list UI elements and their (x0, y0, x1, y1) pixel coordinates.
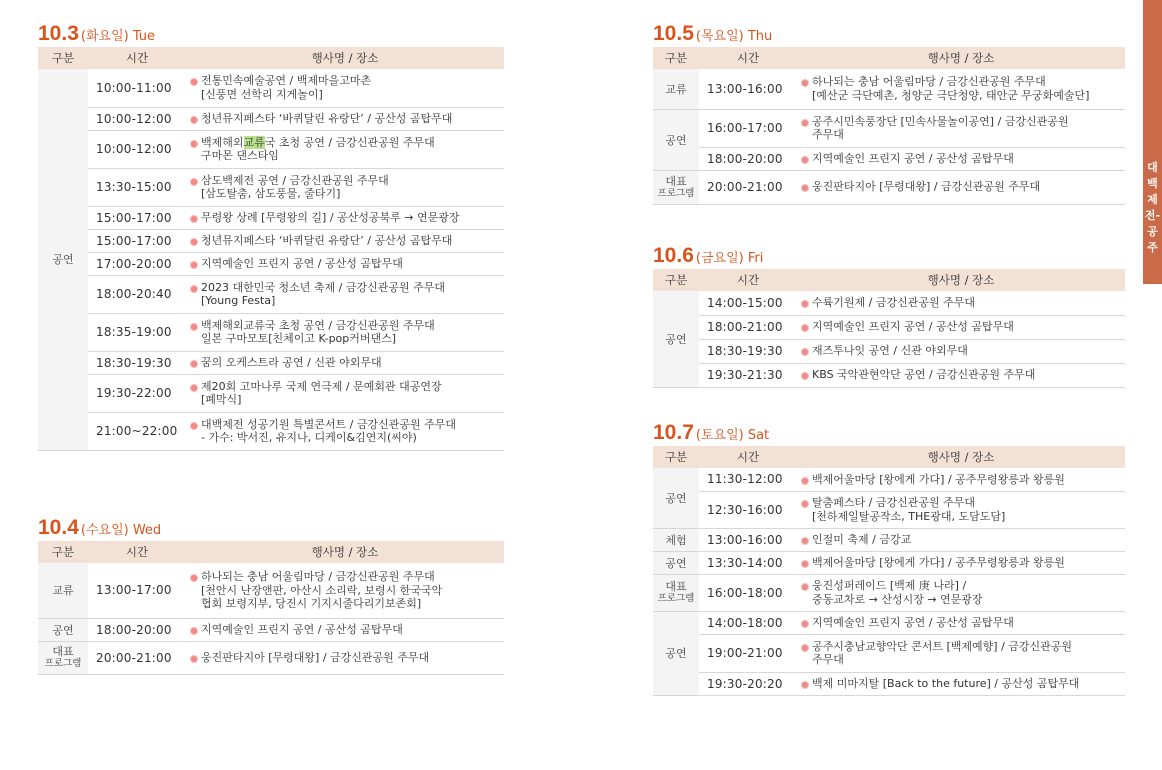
bullet-dot-icon (190, 238, 198, 246)
event-text: 공주시민속풍장단 [민속사물놀이공연] / 금강신관공원 주무대 (812, 114, 1069, 141)
event-text: 하나되는 충남 어울림마당 / 금강신관공원 주무대 [천안시 난장앤판, 아산시 소리락, 보령시 한국국악 협회 보령지부, 당진시 기지시줄다리기보존회] (201, 570, 443, 610)
category-cell: 체험 (653, 528, 699, 551)
table-row (38, 618, 504, 641)
time-cell: 13:30-14:00 (699, 551, 797, 574)
schedule-table (38, 47, 504, 451)
table-row (653, 491, 1125, 528)
bullet-dot-icon (190, 116, 198, 124)
header-category: 구분 (653, 47, 699, 69)
event-cell (186, 641, 504, 674)
event-text: 웅진성퍼레이드 [백제 庚 나라] / 중동교차로 → 산성시장 → 연문광장 (812, 579, 983, 606)
header-category: 구분 (653, 446, 699, 468)
table-row (38, 206, 504, 229)
bullet-dot-icon (801, 372, 809, 380)
event-cell (797, 634, 1125, 672)
table-row (38, 229, 504, 252)
time-cell: 18:00-20:00 (88, 618, 186, 641)
event-cell (186, 563, 504, 618)
day-section-10-7 (653, 422, 1125, 696)
bullet-dot-icon (190, 78, 198, 86)
day-title (653, 23, 1125, 45)
event-cell (797, 147, 1125, 170)
table-row (38, 374, 504, 412)
table-row (38, 412, 504, 450)
category-cell: 교류 (38, 563, 88, 618)
category-cell: 공연 (38, 618, 88, 641)
time-cell: 13:00-16:00 (699, 528, 797, 551)
category-cell: 공연 (653, 109, 699, 170)
event-cell (186, 107, 504, 130)
event-text: 백제어울마당 [왕에게 가다] / 공주무령왕릉과 왕릉원 (812, 472, 1065, 486)
day-title (653, 422, 1125, 444)
bullet-dot-icon (801, 300, 809, 308)
event-cell (797, 611, 1125, 634)
table-row (653, 468, 1125, 491)
category-cell: 교류 (653, 69, 699, 109)
time-cell: 19:00-21:00 (699, 634, 797, 672)
event-cell (797, 170, 1125, 204)
category-cell (38, 641, 88, 674)
time-cell: 18:30-19:30 (699, 339, 797, 363)
bullet-dot-icon (801, 560, 809, 568)
day-section-10-5 (653, 23, 1125, 205)
time-cell: 13:00-16:00 (699, 69, 797, 109)
side-tab[interactable] (1143, 0, 1162, 284)
table-row (38, 275, 504, 313)
day-number: 10.4 (38, 516, 79, 539)
time-cell: 19:30-21:30 (699, 363, 797, 387)
bullet-dot-icon (190, 178, 198, 186)
event-cell (186, 412, 504, 450)
event-text: 청년뮤지페스타 ‘바퀴달린 유랑단’ / 공산성 곰탑무대 (201, 111, 453, 125)
table-row (653, 109, 1125, 147)
table-row (653, 339, 1125, 363)
event-cell (186, 313, 504, 351)
bullet-dot-icon (190, 574, 198, 582)
time-cell: 15:00-17:00 (88, 206, 186, 229)
bullet-dot-icon (190, 422, 198, 430)
event-cell (186, 168, 504, 206)
day-number: 10.7 (653, 421, 694, 444)
header-time: 시간 (699, 47, 797, 69)
event-cell (797, 491, 1125, 528)
event-cell (186, 618, 504, 641)
event-text: 수륙기원제 / 금강신관공원 주무대 (812, 296, 975, 309)
table-row (653, 634, 1125, 672)
time-cell: 18:30-19:30 (88, 351, 186, 374)
event-cell (186, 351, 504, 374)
event-text: 인절미 축제 / 금강교 (812, 532, 912, 546)
table-row (38, 168, 504, 206)
table-header (653, 47, 1125, 69)
bullet-dot-icon (801, 537, 809, 545)
category-cell (653, 170, 699, 204)
category-cell: 공연 (653, 291, 699, 387)
event-text: 웅진판타지아 [무령대왕] / 금강신관공원 주무대 (201, 650, 430, 664)
category-line: 프로그램 (44, 658, 82, 669)
table-row (653, 291, 1125, 315)
header-category: 구분 (38, 541, 88, 563)
time-cell: 10:00-12:00 (88, 107, 186, 130)
event-text: 청년뮤지페스타 ‘바퀴달린 유랑단’ / 공산성 곰탑무대 (201, 233, 453, 247)
table-row (38, 107, 504, 130)
table-header (653, 446, 1125, 468)
header-time: 시간 (88, 541, 186, 563)
event-cell (797, 551, 1125, 574)
event-cell (797, 468, 1125, 491)
bullet-dot-icon (801, 583, 809, 591)
table-row (38, 563, 504, 618)
time-cell: 18:00-21:00 (699, 315, 797, 339)
header-time: 시간 (699, 269, 797, 291)
event-cell (797, 69, 1125, 109)
day-section-10-4 (38, 517, 504, 675)
event-cell (186, 130, 504, 168)
table-row (38, 252, 504, 275)
event-text: 백제해외교류국 초청 공연 / 금강신관공원 주무대 일본 구마모토[친체이고 K-pop커버댄스] (201, 318, 435, 345)
day-number: 10.3 (38, 22, 79, 45)
bullet-dot-icon (801, 620, 809, 628)
bullet-dot-icon (190, 140, 198, 148)
bullet-dot-icon (190, 360, 198, 368)
table-header (653, 269, 1125, 291)
bullet-dot-icon (190, 285, 198, 293)
table-row (38, 351, 504, 374)
table-row (653, 363, 1125, 387)
header-event: 행사명 / 장소 (797, 269, 1125, 291)
header-category: 구분 (653, 269, 699, 291)
time-cell: 13:30-15:00 (88, 168, 186, 206)
day-title (38, 23, 504, 45)
event-text: 웅진판타지아 [무령대왕] / 금강신관공원 주무대 (812, 180, 1041, 194)
side-tab-label: 대백제전-공주 (1144, 161, 1161, 254)
event-text: 전통민속예술공연 / 백제마을고마촌 [신풍면 선학리 지게놀이] (201, 74, 372, 101)
table-row (653, 147, 1125, 170)
schedule-table (653, 47, 1125, 205)
table-row (653, 170, 1125, 204)
event-cell (797, 672, 1125, 695)
category-cell: 공연 (653, 551, 699, 574)
time-cell: 20:00-21:00 (699, 170, 797, 204)
header-category: 구분 (38, 47, 88, 69)
day-number: 10.5 (653, 22, 694, 45)
time-cell: 16:00-18:00 (699, 574, 797, 611)
bullet-dot-icon (801, 500, 809, 508)
bullet-dot-icon (190, 627, 198, 635)
time-cell: 11:30-12:00 (699, 468, 797, 491)
event-cell (797, 315, 1125, 339)
event-text: 제20회 고마나루 국제 연극제 / 문예회관 대공연장 [폐막식] (201, 379, 442, 406)
bullet-dot-icon (190, 384, 198, 392)
event-text: 지역예술인 프린지 공연 / 공산성 곰탑무대 (812, 320, 1014, 334)
category-line: 프로그램 (657, 187, 695, 199)
event-text: 대백제전 성공기원 특별콘서트 / 금강신관공원 주무대 - 가수: 박서진, 유지나, 디케이&김연지(씨야) (201, 417, 456, 444)
table-row (653, 69, 1125, 109)
bullet-dot-icon (801, 324, 809, 332)
table-row (653, 574, 1125, 611)
event-text: 재즈투나잇 공연 / 신관 야외무대 (812, 344, 968, 358)
event-cell (797, 528, 1125, 551)
event-text: 2023 대한민국 청소년 축제 / 금강신관공원 주무대 [Young Festa] (201, 280, 445, 307)
table-header (38, 541, 504, 563)
time-cell: 14:00-15:00 (699, 291, 797, 315)
category-cell: 공연 (653, 468, 699, 528)
event-text: 탈춤페스타 / 금강신관공원 주무대 [천하제일탈공작소, THE광대, 도담도담] (812, 496, 1006, 523)
table-row (653, 551, 1125, 574)
category-cell: 공연 (38, 69, 88, 450)
event-text: 삼도백제전 공연 / 금강신관공원 주무대 [삼도탈춤, 삼도풍물, 줄타기] (201, 173, 389, 200)
header-event: 행사명 / 장소 (186, 541, 504, 563)
event-cell (186, 374, 504, 412)
time-cell: 21:00~22:00 (88, 412, 186, 450)
event-text: 지역예술인 프린지 공연 / 공산성 곰탑무대 (812, 151, 1014, 165)
bullet-dot-icon (801, 681, 809, 689)
day-number: 10.6 (653, 244, 694, 267)
header-time: 시간 (699, 446, 797, 468)
bullet-dot-icon (801, 184, 809, 192)
time-cell: 20:00-21:00 (88, 641, 186, 674)
event-cell (186, 252, 504, 275)
table-row (653, 315, 1125, 339)
highlighted-text: 교류 (243, 135, 265, 149)
schedule-table (38, 541, 504, 675)
event-cell (797, 339, 1125, 363)
event-cell (797, 291, 1125, 315)
time-cell: 13:00-17:00 (88, 563, 186, 618)
day-subtitle: (목요일) Thu (695, 29, 773, 44)
event-text: 지역예술인 프린지 공연 / 공산성 곰탑무대 (812, 615, 1014, 629)
event-text: 지역예술인 프린지 공연 / 공산성 곰탑무대 (201, 622, 403, 636)
day-subtitle: (토요일) Sat (695, 428, 770, 443)
time-cell: 10:00-12:00 (88, 130, 186, 168)
event-cell (186, 69, 504, 107)
bullet-dot-icon (190, 655, 198, 663)
event-cell (797, 574, 1125, 611)
schedule-table (653, 269, 1125, 388)
category-line: 프로그램 (657, 593, 695, 604)
bullet-dot-icon (801, 156, 809, 164)
day-title (653, 245, 1125, 267)
time-cell: 19:30-22:00 (88, 374, 186, 412)
time-cell: 18:00-20:00 (699, 147, 797, 170)
time-cell: 18:00-20:40 (88, 275, 186, 313)
event-cell (797, 363, 1125, 387)
header-time: 시간 (88, 47, 186, 69)
category-line: 대표 (665, 580, 687, 593)
table-row (38, 641, 504, 674)
event-text: KBS 국악관현악단 공연 / 금강신관공원 주무대 (812, 368, 1036, 382)
event-text: 꿈의 오케스트라 공연 / 신관 야외무대 (201, 355, 382, 369)
table-row (38, 313, 504, 351)
category-line: 대표 (52, 645, 74, 658)
schedule-table (653, 446, 1125, 696)
time-cell: 12:30-16:00 (699, 491, 797, 528)
day-section-10-6 (653, 245, 1125, 388)
time-cell: 15:00-17:00 (88, 229, 186, 252)
event-text: 하나되는 충남 어울림마당 / 금강신관공원 주무대 [예산군 극단예촌, 청양군 극단청양, 태안군 무궁화예술단] (812, 75, 1090, 102)
category-line: 대표 (665, 174, 687, 188)
bullet-dot-icon (190, 261, 198, 269)
event-cell (186, 229, 504, 252)
table-row (653, 672, 1125, 695)
event-cell (797, 109, 1125, 147)
bullet-dot-icon (801, 348, 809, 356)
bullet-dot-icon (801, 477, 809, 485)
category-cell: 공연 (653, 611, 699, 695)
time-cell: 10:00-11:00 (88, 69, 186, 107)
event-text-part: 국 초청 공연 / 금강신관공원 주무대 구마몬 댄스타임 (201, 135, 435, 162)
time-cell: 19:30-20:20 (699, 672, 797, 695)
table-header (38, 47, 504, 69)
header-event: 행사명 / 장소 (797, 47, 1125, 69)
bullet-dot-icon (190, 323, 198, 331)
day-subtitle: (화요일) Tue (80, 29, 156, 44)
day-section-10-3 (38, 23, 504, 451)
time-cell: 17:00-20:00 (88, 252, 186, 275)
day-title (38, 517, 504, 539)
event-cell (186, 206, 504, 229)
event-text: 무령왕 상례 [무령왕의 길] / 공산성공북루 → 연문광장 (201, 210, 460, 224)
event-text: 백제어울마당 [왕에게 가다] / 공주무령왕릉과 왕릉원 (812, 555, 1065, 569)
event-text: 지역예술인 프린지 공연 / 공산성 곰탑무대 (201, 256, 403, 270)
event-cell (186, 275, 504, 313)
bullet-dot-icon (801, 644, 809, 652)
time-cell: 14:00-18:00 (699, 611, 797, 634)
event-text: 공주시충남교향악단 콘서트 [백제예향] / 금강신관공원 주무대 (812, 639, 1073, 666)
header-event: 행사명 / 장소 (797, 446, 1125, 468)
event-text (201, 136, 502, 163)
day-subtitle: (금요일) Fri (695, 251, 764, 266)
event-text: 백제 미마지탈 [Back to the future] / 공산성 곰탑무대 (812, 676, 1080, 690)
bullet-dot-icon (190, 215, 198, 223)
time-cell: 18:35-19:00 (88, 313, 186, 351)
table-row (38, 69, 504, 107)
table-row (653, 611, 1125, 634)
time-cell: 16:00-17:00 (699, 109, 797, 147)
bullet-dot-icon (801, 119, 809, 127)
table-row (653, 528, 1125, 551)
day-subtitle: (수요일) Wed (80, 523, 162, 538)
bullet-dot-icon (801, 79, 809, 87)
table-row (38, 130, 504, 168)
category-cell (653, 574, 699, 611)
event-text-part: 백제해외 (201, 135, 244, 149)
header-event: 행사명 / 장소 (186, 47, 504, 69)
